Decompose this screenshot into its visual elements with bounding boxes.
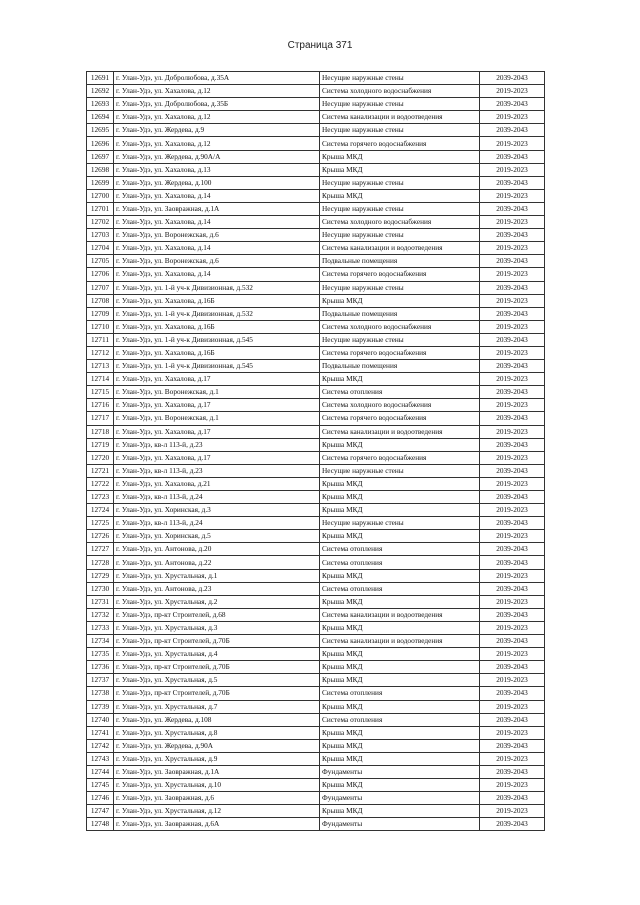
row-number: 12728 — [87, 556, 114, 569]
address-cell: г. Улан-Удэ, пр-кт Строителей, д.70Б — [114, 687, 320, 700]
period-cell: 2039-2043 — [480, 739, 545, 752]
row-number: 12719 — [87, 438, 114, 451]
address-cell: г. Улан-Удэ, ул. Хрустальная, д.9 — [114, 752, 320, 765]
period-cell: 2039-2043 — [480, 386, 545, 399]
row-number: 12725 — [87, 517, 114, 530]
system-cell: Крыша МКД — [320, 491, 480, 504]
period-cell: 2019-2023 — [480, 373, 545, 386]
row-number: 12736 — [87, 661, 114, 674]
period-cell: 2019-2023 — [480, 320, 545, 333]
row-number: 12720 — [87, 451, 114, 464]
address-cell: г. Улан-Удэ, ул. Заовражная, д.1А — [114, 765, 320, 778]
table-row — [87, 556, 545, 569]
system-cell: Крыша МКД — [320, 438, 480, 451]
period-cell: 2039-2043 — [480, 687, 545, 700]
table-row — [87, 163, 545, 176]
period-cell: 2039-2043 — [480, 608, 545, 621]
period-cell: 2019-2023 — [480, 268, 545, 281]
address-cell: г. Улан-Удэ, ул. Антонова, д.20 — [114, 543, 320, 556]
period-cell: 2019-2023 — [480, 569, 545, 582]
address-cell: г. Улан-Удэ, пр-кт Строителей, д.70Б — [114, 635, 320, 648]
address-cell: г. Улан-Удэ, ул. Хахалова, д.14 — [114, 216, 320, 229]
address-cell: г. Улан-Удэ, ул. Хоринская, д.5 — [114, 530, 320, 543]
table-row — [87, 713, 545, 726]
system-cell: Система канализации и водоотведения — [320, 111, 480, 124]
period-cell: 2039-2043 — [480, 229, 545, 242]
address-cell: г. Улан-Удэ, ул. Хрустальная, д.1 — [114, 569, 320, 582]
system-cell: Система канализации и водоотведения — [320, 608, 480, 621]
system-cell: Несущие наружные стены — [320, 333, 480, 346]
registry-table — [86, 71, 545, 831]
system-cell: Система холодного водоснабжения — [320, 320, 480, 333]
table-row — [87, 635, 545, 648]
table-row — [87, 543, 545, 556]
row-number: 12734 — [87, 635, 114, 648]
table-row — [87, 504, 545, 517]
period-cell: 2019-2023 — [480, 805, 545, 818]
row-number: 12707 — [87, 281, 114, 294]
table-row — [87, 124, 545, 137]
table-row — [87, 752, 545, 765]
table-row — [87, 72, 545, 85]
period-cell: 2019-2023 — [480, 477, 545, 490]
table-row — [87, 530, 545, 543]
system-cell: Несущие наружные стены — [320, 202, 480, 215]
row-number: 12709 — [87, 307, 114, 320]
address-cell: г. Улан-Удэ, ул. Хрустальная, д.3 — [114, 621, 320, 634]
address-cell: г. Улан-Удэ, пр-кт Строителей, д.68 — [114, 608, 320, 621]
address-cell: г. Улан-Удэ, ул. Воронежская, д.6 — [114, 229, 320, 242]
system-cell: Крыша МКД — [320, 504, 480, 517]
row-number: 12693 — [87, 98, 114, 111]
period-cell: 2039-2043 — [480, 150, 545, 163]
address-cell: г. Улан-Удэ, ул. Хрустальная, д.4 — [114, 648, 320, 661]
period-cell: 2039-2043 — [480, 661, 545, 674]
row-number: 12713 — [87, 360, 114, 373]
table-row — [87, 621, 545, 634]
row-number: 12704 — [87, 242, 114, 255]
system-cell: Система горячего водоснабжения — [320, 137, 480, 150]
system-cell: Система холодного водоснабжения — [320, 85, 480, 98]
address-cell: г. Улан-Удэ, ул. Хахалова, д.14 — [114, 268, 320, 281]
address-cell: г. Улан-Удэ, ул. Хрустальная, д.10 — [114, 779, 320, 792]
system-cell: Фундаменты — [320, 765, 480, 778]
row-number: 12721 — [87, 464, 114, 477]
row-number: 12729 — [87, 569, 114, 582]
table-row — [87, 451, 545, 464]
row-number: 12706 — [87, 268, 114, 281]
address-cell: г. Улан-Удэ, ул. Хрустальная, д.2 — [114, 595, 320, 608]
system-cell: Система отопления — [320, 582, 480, 595]
table-row — [87, 687, 545, 700]
row-number: 12716 — [87, 399, 114, 412]
table-row — [87, 386, 545, 399]
table-row — [87, 491, 545, 504]
row-number: 12738 — [87, 687, 114, 700]
table-row — [87, 373, 545, 386]
system-cell: Крыша МКД — [320, 661, 480, 674]
table-row — [87, 805, 545, 818]
table-row — [87, 202, 545, 215]
system-cell: Крыша МКД — [320, 595, 480, 608]
system-cell: Фундаменты — [320, 818, 480, 831]
table-row — [87, 648, 545, 661]
table-row — [87, 425, 545, 438]
table-row — [87, 281, 545, 294]
period-cell: 2039-2043 — [480, 202, 545, 215]
system-cell: Крыша МКД — [320, 530, 480, 543]
table-row — [87, 346, 545, 359]
system-cell: Несущие наружные стены — [320, 281, 480, 294]
system-cell: Крыша МКД — [320, 569, 480, 582]
address-cell: г. Улан-Удэ, ул. Хахалова, д.14 — [114, 242, 320, 255]
address-cell: г. Улан-Удэ, ул. Хахалова, д.13 — [114, 163, 320, 176]
row-number: 12739 — [87, 700, 114, 713]
page-header: Страница 371 — [287, 40, 353, 51]
system-cell: Подвальные помещения — [320, 307, 480, 320]
table-row — [87, 674, 545, 687]
period-cell: 2039-2043 — [480, 464, 545, 477]
system-cell: Крыша МКД — [320, 779, 480, 792]
address-cell: г. Улан-Удэ, пр-кт Строителей, д.70Б — [114, 661, 320, 674]
address-cell: г. Улан-Удэ, ул. Хахалова, д.17 — [114, 425, 320, 438]
address-cell: г. Улан-Удэ, ул. Воронежская, д.1 — [114, 412, 320, 425]
period-cell: 2019-2023 — [480, 425, 545, 438]
period-cell: 2019-2023 — [480, 779, 545, 792]
period-cell: 2019-2023 — [480, 726, 545, 739]
table-row — [87, 307, 545, 320]
period-cell: 2039-2043 — [480, 281, 545, 294]
system-cell: Крыша МКД — [320, 477, 480, 490]
period-cell: 2019-2023 — [480, 399, 545, 412]
row-number: 12715 — [87, 386, 114, 399]
period-cell: 2039-2043 — [480, 360, 545, 373]
table-row — [87, 569, 545, 582]
system-cell: Система отопления — [320, 713, 480, 726]
table-row — [87, 333, 545, 346]
row-number: 12722 — [87, 477, 114, 490]
system-cell: Несущие наружные стены — [320, 98, 480, 111]
table-row — [87, 137, 545, 150]
system-cell: Несущие наружные стены — [320, 176, 480, 189]
system-cell: Крыша МКД — [320, 189, 480, 202]
row-number: 12733 — [87, 621, 114, 634]
address-cell: г. Улан-Удэ, ул. Хрустальная, д.5 — [114, 674, 320, 687]
system-cell: Система канализации и водоотведения — [320, 635, 480, 648]
system-cell: Крыша МКД — [320, 373, 480, 386]
period-cell: 2019-2023 — [480, 530, 545, 543]
table-row — [87, 477, 545, 490]
table-row — [87, 595, 545, 608]
row-number: 12724 — [87, 504, 114, 517]
system-cell: Подвальные помещения — [320, 255, 480, 268]
system-cell: Крыша МКД — [320, 163, 480, 176]
row-number: 12723 — [87, 491, 114, 504]
system-cell: Система отопления — [320, 687, 480, 700]
row-number: 12745 — [87, 779, 114, 792]
address-cell: г. Улан-Удэ, ул. Хрустальная, д.7 — [114, 700, 320, 713]
period-cell: 2019-2023 — [480, 648, 545, 661]
address-cell: г. Улан-Удэ, ул. 1-й уч-к Дивизионная, д.545 — [114, 360, 320, 373]
table-row — [87, 320, 545, 333]
table-row — [87, 438, 545, 451]
period-cell: 2039-2043 — [480, 124, 545, 137]
period-cell: 2039-2043 — [480, 412, 545, 425]
period-cell: 2019-2023 — [480, 137, 545, 150]
address-cell: г. Улан-Удэ, ул. Жердева, д.90А/А — [114, 150, 320, 163]
period-cell: 2039-2043 — [480, 765, 545, 778]
row-number: 12702 — [87, 216, 114, 229]
address-cell: г. Улан-Удэ, ул. Жердева, д.90А — [114, 739, 320, 752]
system-cell: Система отопления — [320, 386, 480, 399]
system-cell: Крыша МКД — [320, 294, 480, 307]
table-row — [87, 779, 545, 792]
table-row — [87, 150, 545, 163]
row-number: 12742 — [87, 739, 114, 752]
address-cell: г. Улан-Удэ, ул. Хахалова, д.14 — [114, 189, 320, 202]
address-cell: г. Улан-Удэ, ул. Жердева, д.100 — [114, 176, 320, 189]
row-number: 12703 — [87, 229, 114, 242]
row-number: 12743 — [87, 752, 114, 765]
address-cell: г. Улан-Удэ, ул. Антонова, д.23 — [114, 582, 320, 595]
system-cell: Крыша МКД — [320, 726, 480, 739]
system-cell: Система отопления — [320, 556, 480, 569]
address-cell: г. Улан-Удэ, ул. Добролюбова, д.35А — [114, 72, 320, 85]
address-cell: г. Улан-Удэ, ул. Хахалова, д.16Б — [114, 294, 320, 307]
table-row — [87, 229, 545, 242]
address-cell: г. Улан-Удэ, ул. Хрустальная, д.8 — [114, 726, 320, 739]
period-cell: 2039-2043 — [480, 307, 545, 320]
address-cell: г. Улан-Удэ, ул. Воронежская, д.1 — [114, 386, 320, 399]
table-row — [87, 739, 545, 752]
system-cell: Система горячего водоснабжения — [320, 346, 480, 359]
registry-body — [87, 72, 545, 831]
row-number: 12705 — [87, 255, 114, 268]
row-number: 12692 — [87, 85, 114, 98]
table-row — [87, 111, 545, 124]
row-number: 12717 — [87, 412, 114, 425]
address-cell: г. Улан-Удэ, ул. Хрустальная, д.12 — [114, 805, 320, 818]
system-cell: Крыша МКД — [320, 150, 480, 163]
system-cell: Система горячего водоснабжения — [320, 451, 480, 464]
period-cell: 2039-2043 — [480, 98, 545, 111]
address-cell: г. Улан-Удэ, ул. Заовражная, д.1А — [114, 202, 320, 215]
address-cell: г. Улан-Удэ, ул. Хахалова, д.12 — [114, 111, 320, 124]
system-cell: Несущие наружные стены — [320, 517, 480, 530]
address-cell: г. Улан-Удэ, ул. 1-й уч-к Дивизионная, д.532 — [114, 281, 320, 294]
address-cell: г. Улан-Удэ, ул. Хахалова, д.12 — [114, 137, 320, 150]
table-row — [87, 661, 545, 674]
system-cell: Система горячего водоснабжения — [320, 412, 480, 425]
row-number: 12747 — [87, 805, 114, 818]
address-cell: г. Улан-Удэ, кв-л 113-й, д.23 — [114, 464, 320, 477]
table-row — [87, 726, 545, 739]
period-cell: 2019-2023 — [480, 85, 545, 98]
row-number: 12694 — [87, 111, 114, 124]
row-number: 12697 — [87, 150, 114, 163]
table-row — [87, 216, 545, 229]
row-number: 12741 — [87, 726, 114, 739]
system-cell: Несущие наружные стены — [320, 124, 480, 137]
row-number: 12735 — [87, 648, 114, 661]
address-cell: г. Улан-Удэ, ул. Заовражная, д.6А — [114, 818, 320, 831]
row-number: 12712 — [87, 346, 114, 359]
period-cell: 2039-2043 — [480, 176, 545, 189]
period-cell: 2039-2043 — [480, 491, 545, 504]
row-number: 12731 — [87, 595, 114, 608]
system-cell: Несущие наружные стены — [320, 464, 480, 477]
address-cell: г. Улан-Удэ, ул. Жердева, д.9 — [114, 124, 320, 137]
table-row — [87, 255, 545, 268]
table-row — [87, 517, 545, 530]
period-cell: 2019-2023 — [480, 163, 545, 176]
row-number: 12746 — [87, 792, 114, 805]
address-cell: г. Улан-Удэ, ул. Хахалова, д.17 — [114, 451, 320, 464]
address-cell: г. Улан-Удэ, ул. Хоринская, д.3 — [114, 504, 320, 517]
row-number: 12718 — [87, 425, 114, 438]
period-cell: 2019-2023 — [480, 621, 545, 634]
table-row — [87, 464, 545, 477]
address-cell: г. Улан-Удэ, кв-л 113-й, д.24 — [114, 491, 320, 504]
address-cell: г. Улан-Удэ, ул. Хахалова, д.17 — [114, 373, 320, 386]
row-number: 12737 — [87, 674, 114, 687]
table-row — [87, 98, 545, 111]
period-cell: 2039-2043 — [480, 438, 545, 451]
table-row — [87, 85, 545, 98]
address-cell: г. Улан-Удэ, ул. Хахалова, д.21 — [114, 477, 320, 490]
system-cell: Крыша МКД — [320, 621, 480, 634]
address-cell: г. Улан-Удэ, ул. Жердева, д.108 — [114, 713, 320, 726]
row-number: 12700 — [87, 189, 114, 202]
period-cell: 2039-2043 — [480, 792, 545, 805]
period-cell: 2019-2023 — [480, 242, 545, 255]
period-cell: 2019-2023 — [480, 111, 545, 124]
table-row — [87, 792, 545, 805]
period-cell: 2019-2023 — [480, 700, 545, 713]
period-cell: 2039-2043 — [480, 543, 545, 556]
system-cell: Подвальные помещения — [320, 360, 480, 373]
table-row — [87, 608, 545, 621]
row-number: 12744 — [87, 765, 114, 778]
system-cell: Крыша МКД — [320, 648, 480, 661]
row-number: 12691 — [87, 72, 114, 85]
row-number: 12726 — [87, 530, 114, 543]
address-cell: г. Улан-Удэ, кв-л 113-й, д.24 — [114, 517, 320, 530]
period-cell: 2019-2023 — [480, 674, 545, 687]
period-cell: 2039-2043 — [480, 333, 545, 346]
row-number: 12714 — [87, 373, 114, 386]
period-cell: 2019-2023 — [480, 346, 545, 359]
period-cell: 2019-2023 — [480, 189, 545, 202]
row-number: 12708 — [87, 294, 114, 307]
address-cell: г. Улан-Удэ, ул. Заовражная, д.6 — [114, 792, 320, 805]
table-row — [87, 360, 545, 373]
row-number: 12732 — [87, 608, 114, 621]
address-cell: г. Улан-Удэ, ул. Добролюбова, д.35Б — [114, 98, 320, 111]
system-cell: Крыша МКД — [320, 674, 480, 687]
address-cell: г. Улан-Удэ, ул. 1-й уч-к Дивизионная, д.545 — [114, 333, 320, 346]
table-row — [87, 582, 545, 595]
period-cell: 2039-2043 — [480, 635, 545, 648]
row-number: 12748 — [87, 818, 114, 831]
system-cell: Система холодного водоснабжения — [320, 216, 480, 229]
address-cell: г. Улан-Удэ, кв-л 113-й, д.23 — [114, 438, 320, 451]
period-cell: 2019-2023 — [480, 216, 545, 229]
table-row — [87, 189, 545, 202]
system-cell: Крыша МКД — [320, 752, 480, 765]
row-number: 12711 — [87, 333, 114, 346]
table-row — [87, 399, 545, 412]
table-row — [87, 268, 545, 281]
period-cell: 2039-2043 — [480, 713, 545, 726]
system-cell: Несущие наружные стены — [320, 229, 480, 242]
row-number: 12698 — [87, 163, 114, 176]
system-cell: Система холодного водоснабжения — [320, 399, 480, 412]
address-cell: г. Улан-Удэ, ул. Хахалова, д.17 — [114, 399, 320, 412]
period-cell: 2039-2043 — [480, 582, 545, 595]
row-number: 12701 — [87, 202, 114, 215]
system-cell: Крыша МКД — [320, 739, 480, 752]
period-cell: 2039-2043 — [480, 72, 545, 85]
address-cell: г. Улан-Удэ, ул. Хахалова, д.12 — [114, 85, 320, 98]
table-row — [87, 176, 545, 189]
period-cell: 2019-2023 — [480, 752, 545, 765]
period-cell: 2019-2023 — [480, 595, 545, 608]
row-number: 12710 — [87, 320, 114, 333]
system-cell: Система горячего водоснабжения — [320, 268, 480, 281]
period-cell: 2039-2043 — [480, 255, 545, 268]
table-row — [87, 765, 545, 778]
table-row — [87, 700, 545, 713]
row-number: 12696 — [87, 137, 114, 150]
address-cell: г. Улан-Удэ, ул. 1-й уч-к Дивизионная, д.532 — [114, 307, 320, 320]
table-row — [87, 412, 545, 425]
row-number: 12695 — [87, 124, 114, 137]
system-cell: Несущие наружные стены — [320, 72, 480, 85]
table-row — [87, 294, 545, 307]
period-cell: 2019-2023 — [480, 294, 545, 307]
period-cell: 2039-2043 — [480, 556, 545, 569]
period-cell: 2039-2043 — [480, 818, 545, 831]
system-cell: Крыша МКД — [320, 700, 480, 713]
system-cell: Система канализации и водоотведения — [320, 425, 480, 438]
period-cell: 2039-2043 — [480, 517, 545, 530]
row-number: 12730 — [87, 582, 114, 595]
row-number: 12727 — [87, 543, 114, 556]
address-cell: г. Улан-Удэ, ул. Хахалова, д.16Б — [114, 320, 320, 333]
row-number: 12740 — [87, 713, 114, 726]
row-number: 12699 — [87, 176, 114, 189]
period-cell: 2019-2023 — [480, 451, 545, 464]
system-cell: Фундаменты — [320, 792, 480, 805]
address-cell: г. Улан-Удэ, ул. Воронежская, д.6 — [114, 255, 320, 268]
system-cell: Крыша МКД — [320, 805, 480, 818]
address-cell: г. Улан-Удэ, ул. Антонова, д.22 — [114, 556, 320, 569]
address-cell: г. Улан-Удэ, ул. Хахалова, д.16Б — [114, 346, 320, 359]
system-cell: Система канализации и водоотведения — [320, 242, 480, 255]
period-cell: 2019-2023 — [480, 504, 545, 517]
table-row — [87, 242, 545, 255]
table-row — [87, 818, 545, 831]
system-cell: Система отопления — [320, 543, 480, 556]
